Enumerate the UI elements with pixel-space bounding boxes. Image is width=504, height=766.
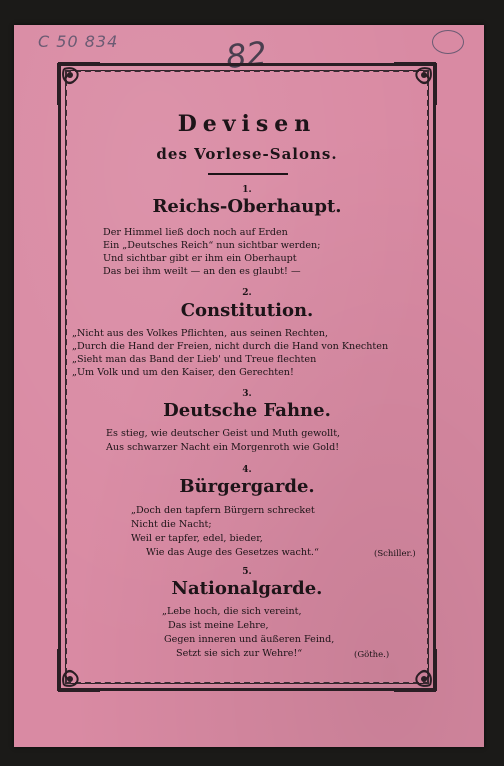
- section-number: 2.: [242, 288, 252, 298]
- verse-line: Ein „Deutsches Reich“ nun sichtbar werden;: [103, 240, 321, 251]
- verse-line: Der Himmel ließ doch noch auf Erden: [103, 227, 288, 238]
- section-number: 1.: [242, 185, 252, 195]
- verse-line: „Um Volk und um den Kaiser, den Gerechten!: [72, 367, 294, 378]
- corner-ornament-bottom-right: [392, 647, 438, 693]
- section-heading: Reichs-Oberhaupt.: [152, 196, 342, 217]
- verse-line: Wie das Auge des Gesetzes wacht.“: [146, 547, 319, 558]
- section-number: 5.: [242, 567, 252, 577]
- verse-line: Weil er tapfer, edel, bieder,: [131, 533, 263, 544]
- section-number: 3.: [242, 389, 252, 399]
- verse-line: „Sieht man das Band der Lieb' und Treue flechten: [72, 354, 317, 365]
- verse-line: „Nicht aus des Volkes Pflichten, aus seinen Rechten,: [72, 328, 329, 339]
- verse-line: Das bei ihm weilt — an den es glaubt! —: [103, 266, 301, 277]
- verse-line: Das ist meine Lehre,: [168, 620, 269, 631]
- verse-line: „Durch die Hand der Freien, nicht durch die Hand von Knechten: [72, 341, 389, 352]
- section-heading: Deutsche Fahne.: [163, 400, 331, 421]
- citation: (Schiller.): [374, 549, 416, 559]
- verse-line: Nicht die Nacht;: [131, 519, 212, 530]
- section-heading: Nationalgarde.: [171, 578, 323, 599]
- corner-ornament-top-left: [56, 61, 102, 107]
- corner-ornament-bottom-left: [56, 647, 102, 693]
- verse-line: Aus schwarzer Nacht ein Morgenroth wie Gold!: [106, 442, 340, 453]
- section-heading: Bürgergarde.: [179, 476, 315, 497]
- verse-line: Und sichtbar gibt er ihm ein Oberhaupt: [103, 253, 297, 264]
- title-divider: [208, 173, 288, 175]
- verse-line: „Lebe hoch, die sich vereint,: [162, 606, 302, 617]
- archive-shelfmark: C 50 834: [38, 32, 119, 51]
- page-title: Devisen: [177, 111, 317, 137]
- citation: (Göthe.): [354, 650, 390, 660]
- verse-line: Gegen inneren und äußeren Feind,: [164, 634, 335, 645]
- handwritten-number: 82: [224, 33, 269, 77]
- corner-ornament-top-right: [392, 61, 438, 107]
- section-number: 4.: [242, 465, 252, 475]
- page-subtitle: des Vorlese-Salons.: [156, 145, 338, 163]
- verse-line: Setzt sie sich zur Wehre!“: [176, 648, 303, 659]
- verse-line: Es stieg, wie deutscher Geist und Muth gewollt,: [106, 428, 341, 439]
- pencil-circle-mark: [432, 30, 464, 54]
- verse-line: „Doch den tapfern Bürgern schrecket: [131, 505, 315, 516]
- section-heading: Constitution.: [180, 300, 314, 321]
